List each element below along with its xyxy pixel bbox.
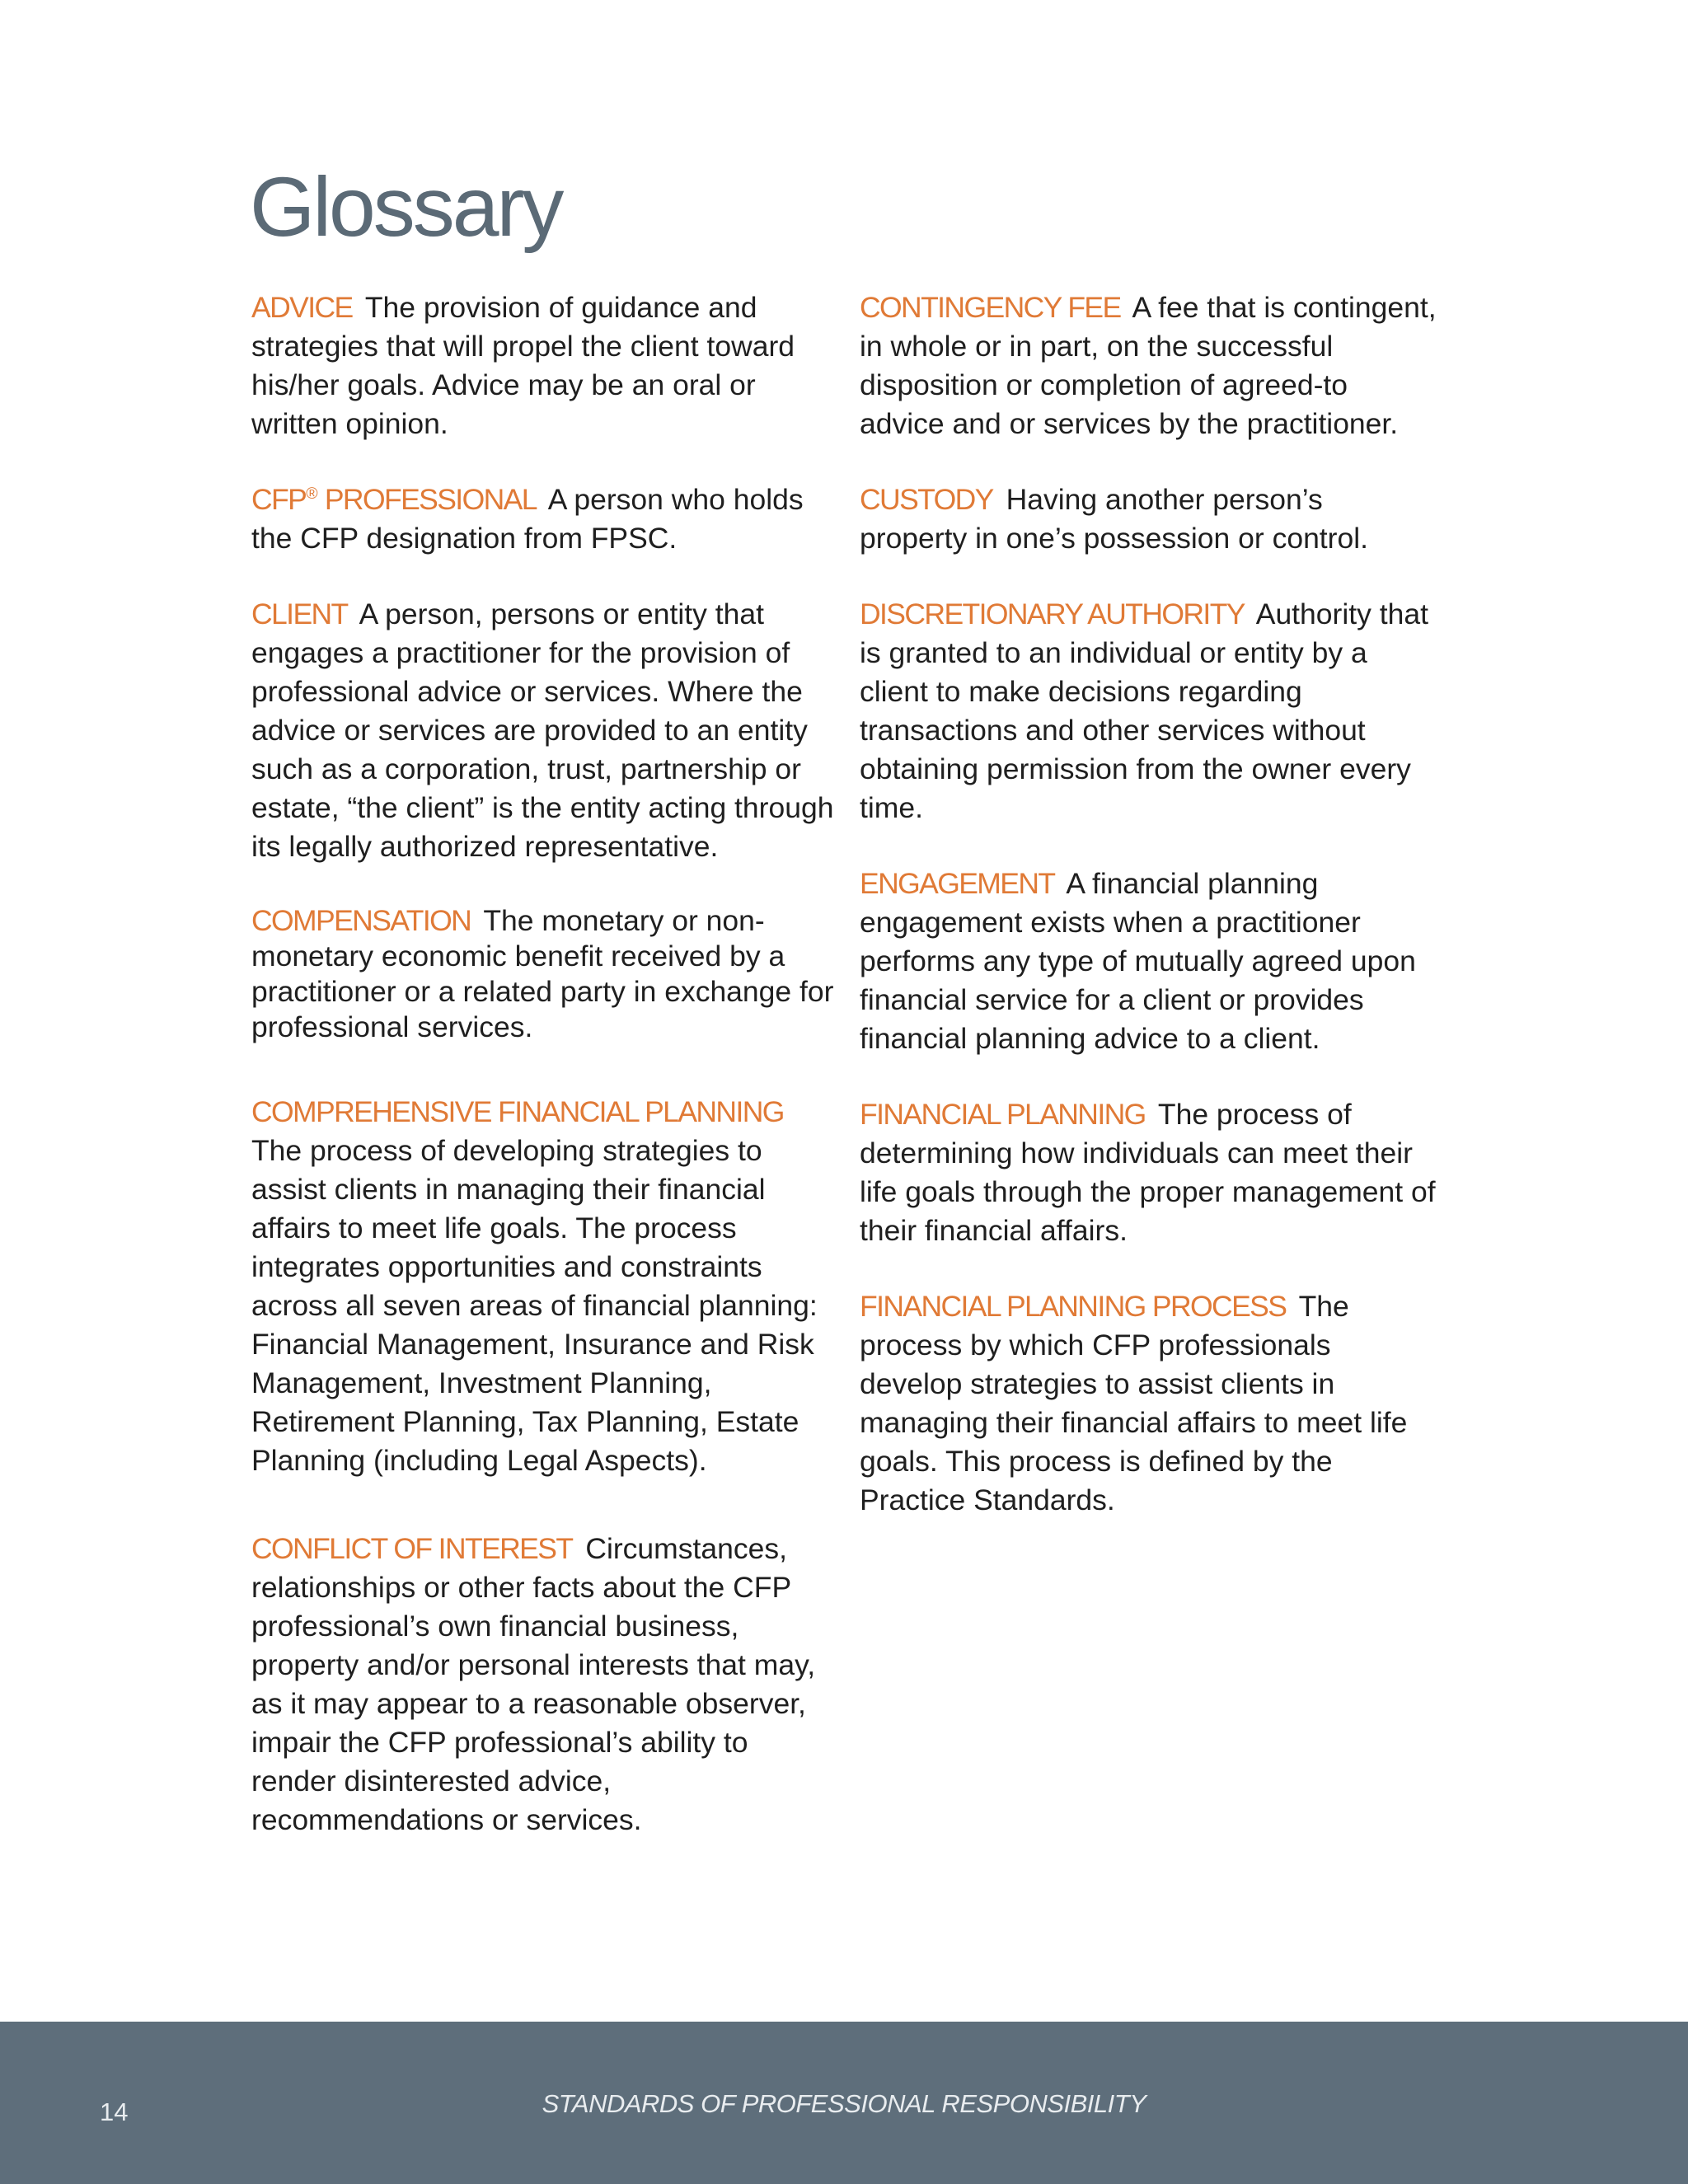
- glossary-entry-compensation: [251, 903, 837, 1045]
- glossary-entry-cfp-professional: [251, 480, 837, 558]
- glossary-definition: The monetary or non-monetary economic benefit received by a practitioner or a related party in exchange for professional services.: [251, 904, 834, 1043]
- glossary-entry-discretionary-authority: [860, 595, 1437, 827]
- glossary-entry-conflict-of-interest: [251, 1530, 837, 1840]
- glossary-entry-advice: [251, 288, 837, 443]
- glossary-term: CUSTODY: [860, 483, 993, 516]
- glossary-column-left: [251, 288, 837, 1877]
- glossary-definition: A person who holds the CFP designation from FPSC.: [251, 483, 804, 555]
- glossary-definition: The process of determining how individuals can meet their life goals through the proper management of their financial affairs.: [860, 1098, 1436, 1247]
- glossary-definition: Circumstances, relationships or other facts about the CFP professional’s own financial business, property and/or personal interests that may, as it may appear to a reasonable observer, impair the CFP professional’s ability to render disinterested advice, recommendations or services.: [251, 1532, 816, 1836]
- glossary-definition: The process by which CFP professionals develop strategies to assist clients in managing their financial affairs to meet life goals. This process is defined by the Practice Standards.: [860, 1290, 1408, 1516]
- glossary-entry-client: [251, 595, 837, 866]
- glossary-entry-custody: [860, 480, 1437, 558]
- glossary-term: FINANCIAL PLANNING PROCESS: [860, 1290, 1287, 1323]
- glossary-term: ADVICE: [251, 291, 353, 324]
- glossary-definition: The provision of guidance and strategies that will propel the client toward his/her goals. Advice may be an oral or written opinion.: [251, 291, 795, 440]
- glossary-term: CONTINGENCY FEE: [860, 291, 1121, 324]
- glossary-definition: Having another person’s property in one’s possession or control.: [860, 483, 1368, 555]
- glossary-definition: A fee that is contingent, in whole or in part, on the successful disposition or completion of agreed-to advice and or services by the practitioner.: [860, 291, 1437, 440]
- glossary-term: [251, 483, 537, 516]
- glossary-entry-contingency-fee: [860, 288, 1437, 443]
- glossary-term: ENGAGEMENT: [860, 867, 1055, 900]
- glossary-term: COMPENSATION: [251, 904, 471, 937]
- glossary-term: FINANCIAL PLANNING: [860, 1098, 1146, 1131]
- footer-bar: [0, 2022, 1688, 2184]
- running-title: STANDARDS OF PROFESSIONAL RESPONSIBILITY: [542, 2089, 1146, 2118]
- glossary-definition: The process of developing strategies to assist clients in managing their financial affairs to meet life goals. The process integrates opportunities and constraints across all seven areas of financial planning: Financial Management, Insurance and Risk Management, Investment Planning, Retirement Planning, Tax Planning, Estate Planning (including Legal Aspects).: [251, 1134, 818, 1477]
- page-number: 14: [100, 2097, 129, 2126]
- glossary-entry-financial-planning-process: [860, 1287, 1437, 1520]
- glossary-column-right: [860, 288, 1437, 1557]
- glossary-term-part: CFP: [251, 483, 307, 516]
- glossary-entry-comprehensive-financial-planning: [251, 1093, 837, 1480]
- glossary-definition: A financial planning engagement exists when a practitioner performs any type of mutually agreed upon financial service for a client or provides financial planning advice to a client.: [860, 867, 1416, 1055]
- page-title: Glossary: [250, 160, 562, 254]
- glossary-entry-engagement: [860, 865, 1437, 1058]
- glossary-term: COMPREHENSIVE FINANCIAL PLANNING: [251, 1095, 784, 1128]
- glossary-definition: A person, persons or entity that engages a practitioner for the provision of professional advice or services. Where the advice or services are provided to an entity such as a corporation, trust, partnership or estate, “the client” is the entity acting through its legally authorized representative.: [251, 598, 834, 863]
- glossary-term: CONFLICT OF INTEREST: [251, 1532, 573, 1565]
- registered-mark: ®: [306, 485, 318, 504]
- glossary-term-part: PROFESSIONAL: [317, 483, 537, 516]
- glossary-entry-financial-planning: [860, 1095, 1437, 1250]
- glossary-term: CLIENT: [251, 598, 348, 630]
- glossary-term: DISCRETIONARY AUTHORITY: [860, 598, 1245, 630]
- glossary-definition: Authority that is granted to an individual or entity by a client to make decisions regarding transactions and other services without obtaining permission from the owner every time.: [860, 598, 1428, 824]
